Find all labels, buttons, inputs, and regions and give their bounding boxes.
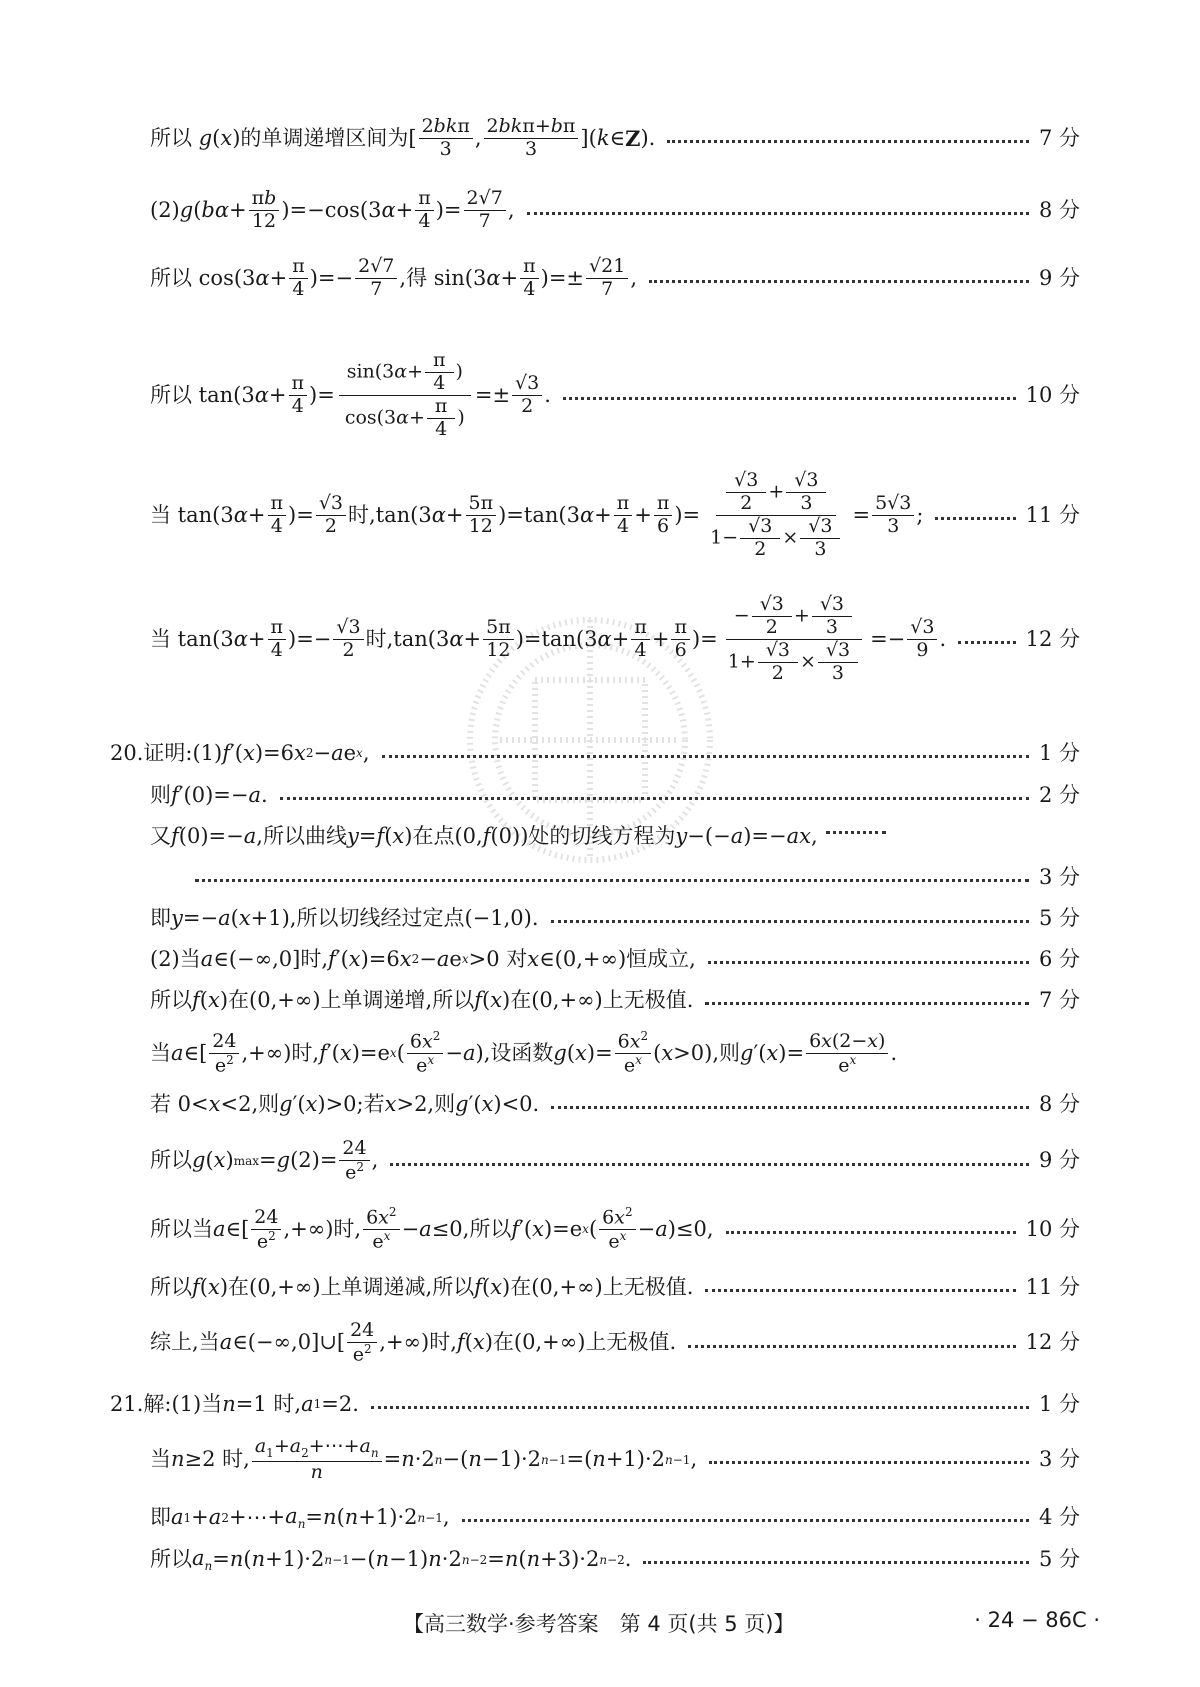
answer-line	[150, 470, 1080, 560]
answer-line	[150, 1546, 1080, 1574]
score-points: 10 分	[1025, 1217, 1080, 1242]
math-expression: 所以 g ( x ) max = g (2)= $\frac{24}{e^2}$ ,	[150, 1137, 379, 1184]
leader-dots	[551, 920, 1029, 923]
score-points: 5 分	[1038, 906, 1080, 930]
footer-title: 【高三数学·参考答案 第 4 页(共 5 页)】	[403, 1612, 795, 1636]
leader-dots	[280, 797, 1029, 800]
answer-line	[150, 1138, 1080, 1184]
math-expression: 所以 cos(3 α + $\frac{\pi}{4}$ )=− $\frac{2√7}{7}$ ,得 sin(3 α + $\frac{\pi}{4}$ )=± $\frac{√21}{7}$ ,	[150, 255, 638, 300]
math-expression: (2)当 a ∈(−∞,0]时, f ′( x )=6 x 2 − a e x >0 对 x ∈(0,+∞)恒成立,	[150, 947, 696, 971]
math-expression: 则 f ′(0)=− a .	[150, 783, 268, 807]
answer-line	[150, 1275, 1080, 1300]
score-points: 6 分	[1038, 947, 1080, 971]
answer-line-continuation	[195, 865, 1080, 890]
answer-line	[110, 1392, 1080, 1417]
leader-dots	[649, 280, 1029, 283]
answer-line	[150, 1436, 1080, 1483]
score-points: 1 分	[1038, 741, 1080, 765]
score-points: 1 分	[1038, 1392, 1080, 1416]
math-expression: 21.解:(1)当 n =1 时, a 1 =2.	[110, 1392, 359, 1416]
footer-code: · 24 − 86C ·	[974, 1608, 1100, 1632]
leader-dots	[382, 755, 1029, 758]
score-points: 9 分	[1038, 265, 1080, 290]
answer-line	[150, 947, 1080, 972]
score-points: 9 分	[1038, 1148, 1080, 1173]
leader-dots	[726, 1231, 1016, 1234]
math-expression: 所以 f ( x )在(0,+∞)上单调递减,所以 f ( x )在(0,+∞)上无极值.	[150, 1275, 694, 1299]
leader-dots	[643, 1561, 1029, 1564]
answer-line	[150, 1206, 1080, 1253]
score-points: 10 分	[1025, 382, 1080, 407]
math-expression: 所以 f ( x )在(0,+∞)上单调递增,所以 f ( x )在(0,+∞)上无极值.	[150, 988, 694, 1012]
answer-line	[150, 783, 1080, 808]
leader-dots	[527, 212, 1029, 215]
leader-dots	[705, 1002, 1029, 1005]
answer-line	[150, 1504, 1080, 1532]
leader-dots	[667, 140, 1029, 143]
answer-line	[150, 594, 1080, 684]
leader-dots	[688, 1345, 1015, 1348]
math-expression: 当 n ≥2 时, $\frac{a_1+a_2+\cdots+a_n}{n}$ = n ·2 n −( n −1)·2 n−1 =( n +1)·2 n−1 ,	[150, 1435, 698, 1483]
math-expression: 20.证明:(1) f ′( x )=6 x 2 − a e x ,	[110, 741, 370, 765]
leader-dots	[705, 1289, 1015, 1292]
score-points: 7 分	[1038, 125, 1080, 150]
math-expression: 又 f (0)=− a ,所以曲线 y = f ( x )在点(0, f (0))处的切线方程为 y −(− a )=− ax ,	[150, 824, 1080, 849]
math-expression: 即 y =− a ( x +1),所以切线经过定点(−1,0).	[150, 906, 539, 930]
score-points: 12 分	[1025, 1330, 1080, 1355]
leader-dots	[551, 1106, 1029, 1109]
answer-line	[150, 116, 1080, 161]
score-points: 8 分	[1038, 1092, 1080, 1116]
answer-line	[150, 1092, 1080, 1117]
answer-line	[150, 1320, 1080, 1366]
score-points: 11 分	[1025, 502, 1080, 527]
answer-line	[110, 741, 1080, 766]
answer-line	[150, 350, 1080, 440]
score-points: 8 分	[1038, 197, 1080, 222]
score-points: 2 分	[1038, 783, 1080, 807]
math-expression: (2) g ( bα + $\frac{\pi b}{12}$ )=−cos(3 α + $\frac{\pi}{4}$ )= $\frac{2√7}{7}$ ,	[150, 187, 515, 232]
leader-dots	[371, 1406, 1029, 1409]
math-expression: 所以 g ( x )的单调递增区间为[ $\frac{\text{2bkπ}}{3}$ , $\frac{\text{2bkπ+bπ}}{3}$ ]( k ∈ Z ).	[150, 115, 656, 160]
score-points: 5 分	[1038, 1547, 1080, 1572]
score-points: 3 分	[1038, 865, 1080, 889]
answer-line	[150, 188, 1080, 233]
math-expression: 综上,当 a ∈(−∞,0]∪[ $\frac{24}{e^2}$ ,+∞)时, f ( x )在(0,+∞)上无极值.	[150, 1319, 677, 1366]
answer-line	[150, 824, 1080, 849]
leader-dots	[563, 397, 1016, 400]
leader-dots	[709, 1461, 1029, 1464]
leader-dots	[935, 517, 1015, 520]
leader-dots	[195, 879, 1029, 882]
answer-line	[150, 256, 1080, 301]
math-expression: 所以 tan(3 α + $\frac{\pi}{4}$ )= sin(3α+ $\frac{\pi}{4}$ ) cos(3α+ $\frac{\pi}{4}$ ) =± $\frac{√3}{2}$ .	[150, 349, 551, 440]
leader-dots	[462, 1519, 1029, 1522]
leader-dots	[708, 961, 1029, 964]
leader-dots	[390, 1163, 1029, 1166]
answer-line	[150, 906, 1080, 931]
score-points: 11 分	[1025, 1275, 1080, 1299]
math-expression: 所以 $a_n$ = n ( n +1)·2 n−1 −( n −1) n ·2 n−2 = n ( n +3)·2 n−2 .	[150, 1546, 632, 1574]
math-expression: 当 a ∈[ $\frac{24}{e^2}$ ,+∞)时, f ′( x )=e x ( $\frac{6x^2}{e^x}$ − a ),设函数 g ( x )= $\frac{6x^2}{e^x}$ ( x >0),则 g ′( x )= $\frac{6x(2-x)}{e^x}$ .	[150, 1029, 898, 1077]
math-expression: 所以当 a ∈[ $\frac{24}{e^2}$ ,+∞)时, $\frac{6x^2}{e^x}$ − a ≤0,所以 f ′( x )=e x ( $\frac{6x^2}{e^x}$ − a )≤0,	[150, 1205, 714, 1253]
math-expression: 当 tan(3 α + $\frac{\pi}{4}$ )=− $\frac{√3}{2}$ 时,tan(3 α + $\frac{5\pi}{12}$ )=tan(3 α + $\frac{\pi}{4}$ + $\frac{\pi}{6}$ )= − $\frac{√3}{2}$ + $\frac{√3}{3}$ 1+ $\frac{√3}{2}$ × $\frac{√3}{3}$ =− $\frac{√3}{9}$ .	[150, 593, 947, 684]
score-points: 4 分	[1038, 1505, 1080, 1530]
score-points: 7 分	[1038, 988, 1080, 1012]
answer-line	[150, 1030, 1080, 1077]
leader-dots	[958, 641, 1015, 644]
score-points: 3 分	[1038, 1447, 1080, 1472]
answer-line	[150, 988, 1080, 1013]
math-expression: 当 tan(3 α + $\frac{\pi}{4}$ )= $\frac{√3}{2}$ 时,tan(3 α + $\frac{5\pi}{12}$ )=tan(3 α + $\frac{\pi}{4}$ + $\frac{\pi}{6}$ )= $\frac{√3}{2}$ + $\frac{√3}{3}$ 1− $\frac{√3}{2}$ × $\frac{√3}{3}$ = $\frac{5√3}{3}$ ;	[150, 469, 924, 560]
score-points: 12 分	[1025, 626, 1080, 651]
math-expression: 即 a 1 + a 2 +⋯+ $a_n$ = n ( n +1)·2 n−1 ,	[150, 1504, 450, 1532]
math-expression: 若 0< x <2,则 g ′( x )>0;若 x >2,则 g ′( x )<0.	[150, 1092, 540, 1116]
page-footer	[0, 1608, 1200, 1638]
